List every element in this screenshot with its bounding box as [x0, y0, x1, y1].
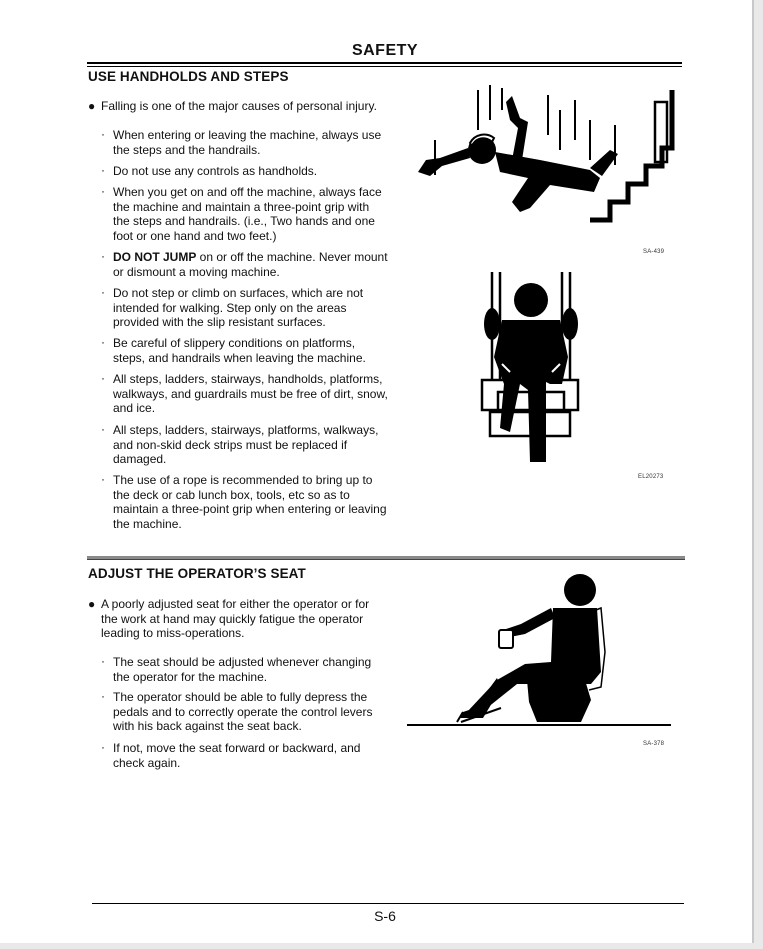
list-item: · If not, move the seat forward or backward, and check again. — [101, 740, 361, 770]
list-item: · Be careful of slippery conditions on platforms, steps, and handrails when leaving the machine. — [101, 335, 366, 365]
bullet-dot: ● — [88, 597, 96, 611]
title-rule-thin — [87, 66, 682, 67]
falling-person-illustration — [400, 80, 680, 240]
seated-operator-illustration — [405, 572, 675, 730]
climbing-person-illustration — [480, 272, 580, 464]
bullet-dot: ● — [88, 99, 96, 113]
list-item: · DO NOT JUMP on or off the machine. Never mount or dismount a moving machine. — [101, 249, 388, 279]
title-rule — [87, 62, 682, 64]
list-item: · Do not use any controls as handholds. — [101, 163, 318, 178]
figure-code: SA-378 — [643, 741, 665, 747]
section-heading-seat: ADJUST THE OPERATOR’S SEAT — [88, 566, 306, 581]
list-item: · The use of a rope is recommended to bring up to the deck or cab lunch box, tools, etc so as to maintain a three-point grip when entering or leaving the machine. — [101, 472, 387, 531]
list-item: · When entering or leaving the machine, always use the steps and the handrails. — [101, 127, 382, 157]
emphasis-do-not-jump: DO NOT JUMP — [113, 250, 197, 264]
list-item: · The operator should be able to fully depress the pedals and to correctly operate the control levers with his back against the seat back. — [101, 689, 373, 733]
figure-code: EL20273 — [638, 474, 664, 480]
list-item: · The seat should be adjusted whenever changing the operator for the machine. — [101, 654, 372, 684]
list-item: · Do not step or climb on surfaces, which are not intended for walking. Step only on the areas provided with the slip resistant surfaces. — [101, 285, 364, 329]
section-divider — [87, 556, 685, 560]
list-item: · All steps, ladders, stairways, handholds, platforms, walkways, and guardrails must be free of dirt, snow, and ice. — [101, 371, 388, 415]
page-number: S-6 — [374, 908, 396, 924]
list-item: · When you get on and off the machine, always face the machine and maintain a three-point grip with the steps and handrails. (i.e., Two hands and one foot or one hand and two feet.) — [101, 184, 382, 243]
page-title: SAFETY — [351, 42, 419, 59]
footer-rule — [92, 903, 684, 904]
main-bullet-falling: ● Falling is one of the major causes of personal injury. — [88, 99, 377, 113]
viewer-scroll-gutter[interactable] — [752, 0, 763, 949]
main-bullet-seat: ● A poorly adjusted seat for either the operator or for the work at hand may quickly fatigue the operator leading to miss-operations. — [88, 597, 370, 640]
section-heading-handholds: USE HANDHOLDS AND STEPS — [88, 69, 289, 84]
viewer-bottom-gutter — [0, 943, 763, 949]
figure-code: SA-439 — [643, 249, 665, 255]
list-item: · All steps, ladders, stairways, platforms, walkways, and non-skid deck strips must be replaced if damaged. — [101, 422, 379, 466]
